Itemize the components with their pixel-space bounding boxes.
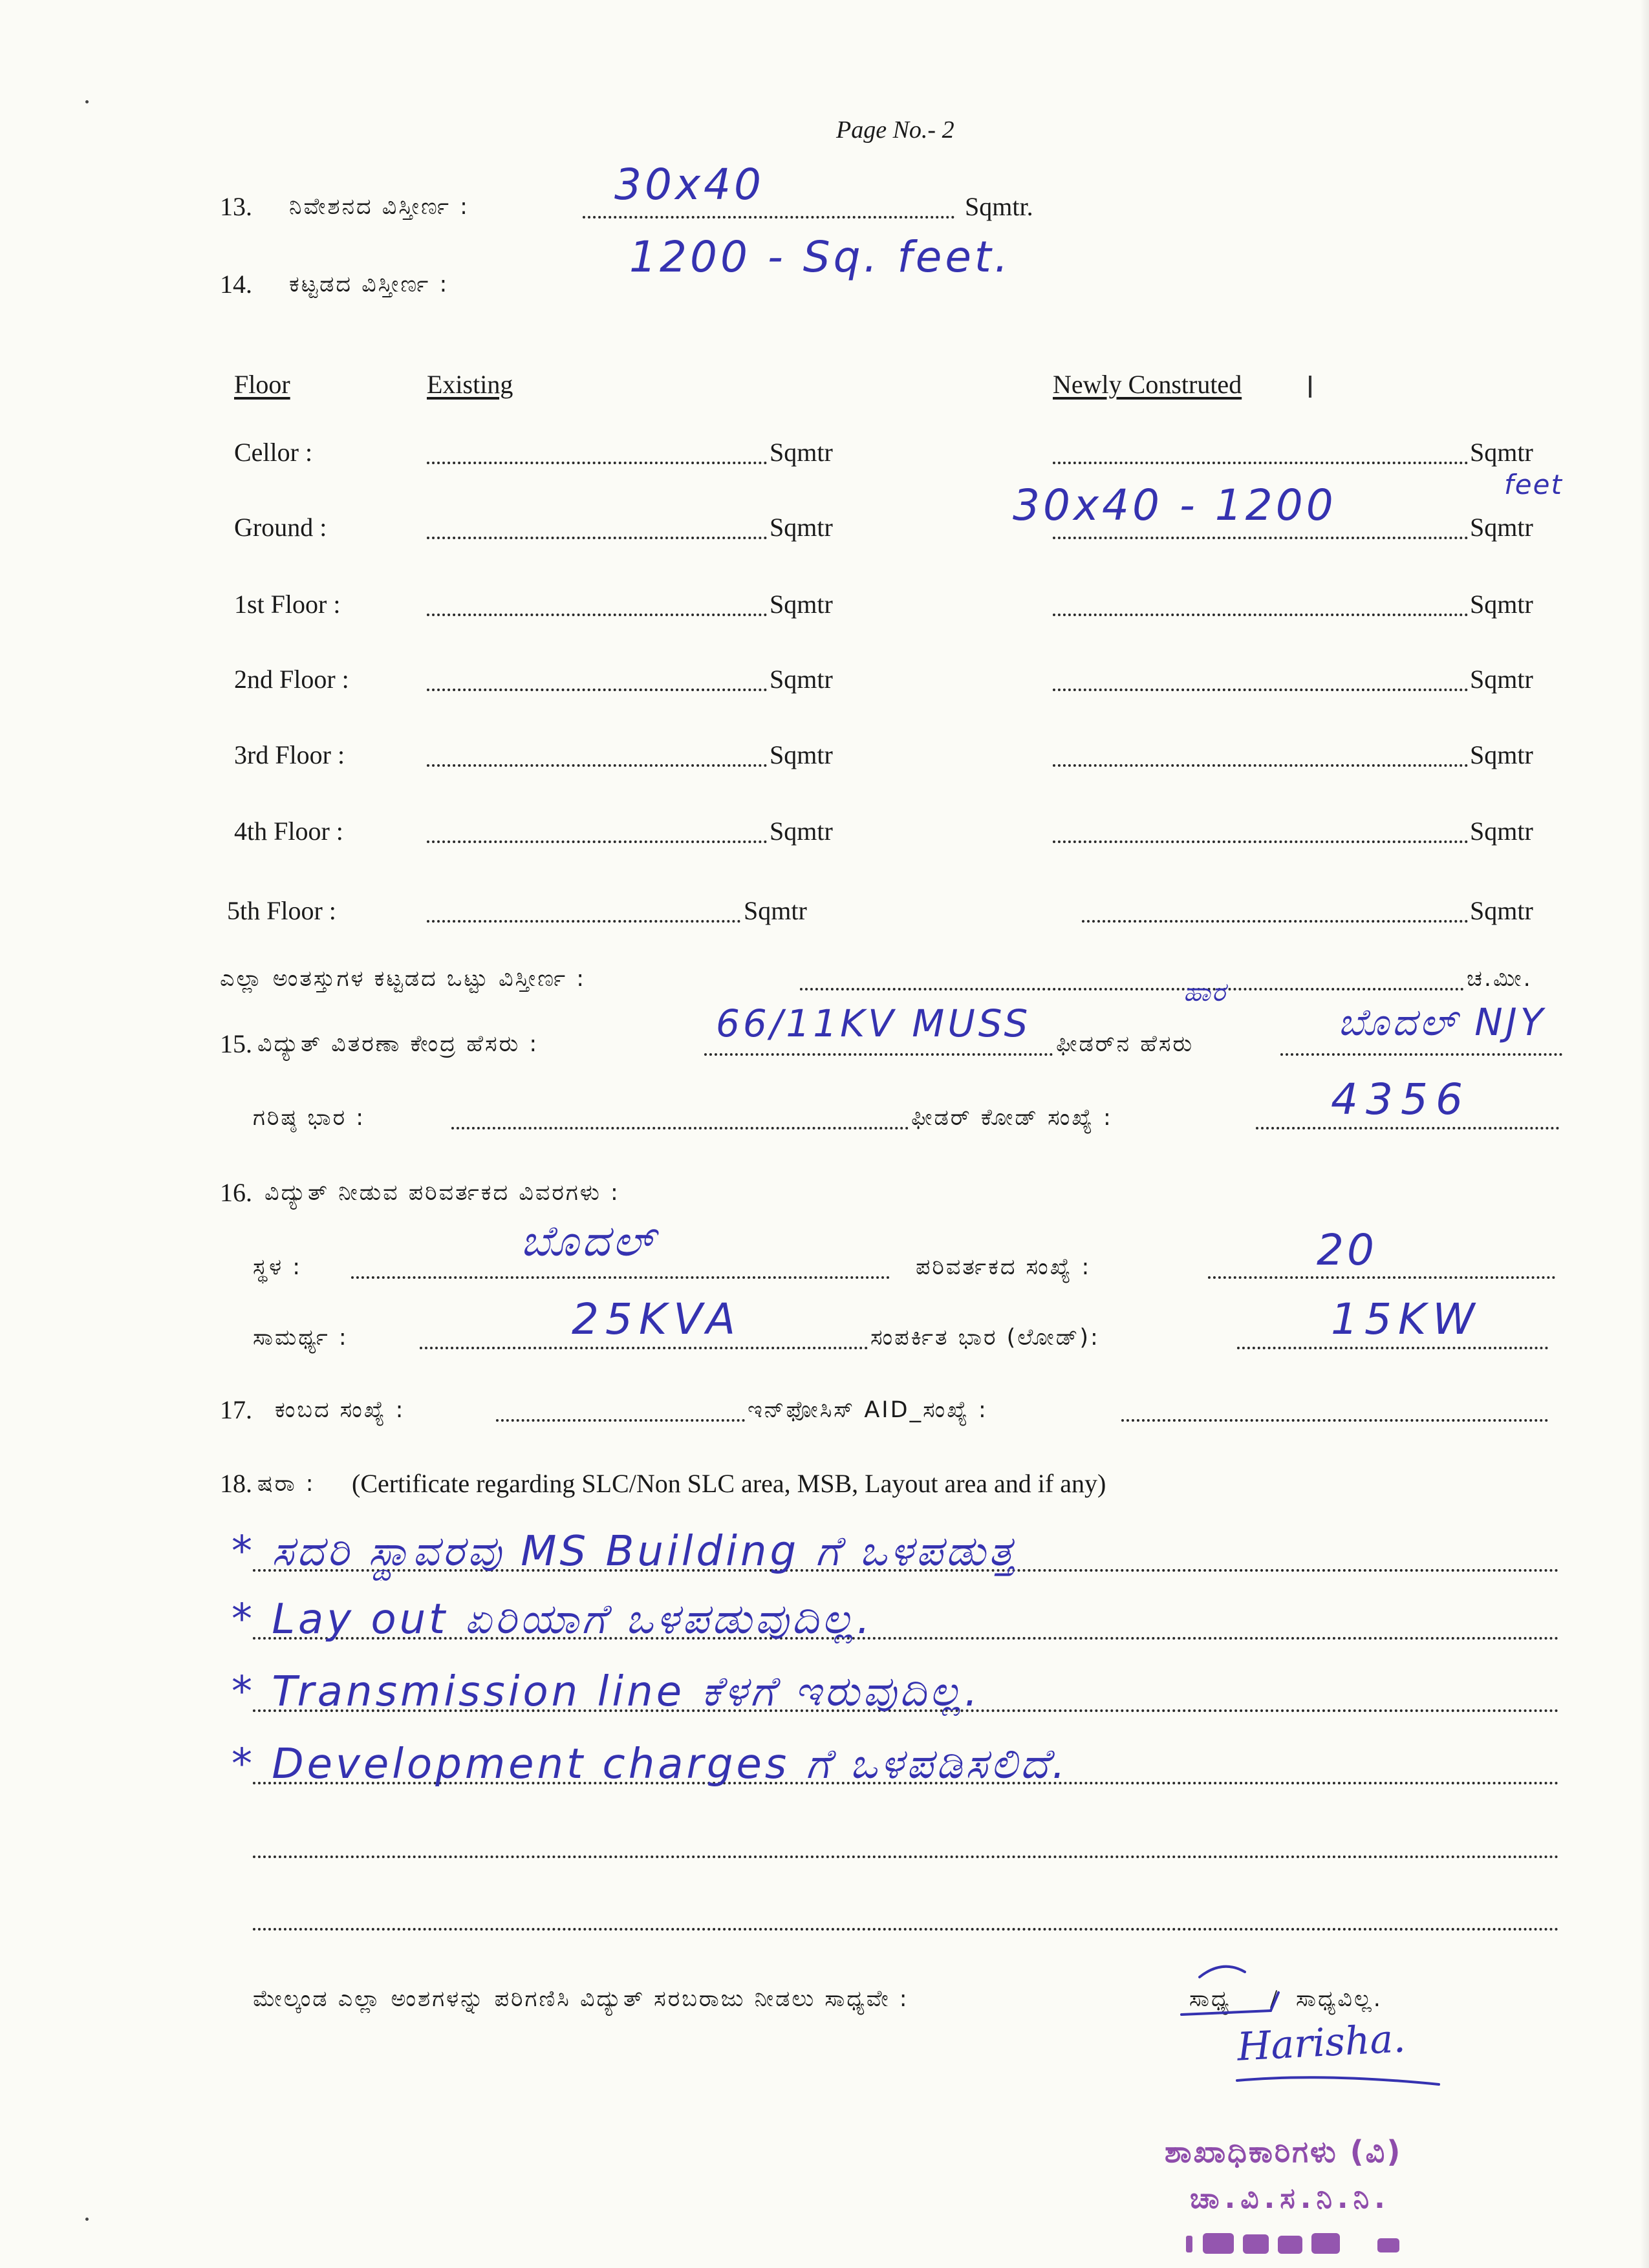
- existing-unit: Sqmtr: [770, 513, 833, 542]
- floor-row-4th: [0, 816, 1649, 847]
- margin-speck: [85, 2218, 89, 2221]
- transformer-no-value: 20: [1317, 1225, 1377, 1275]
- transformer-details-label: ವಿದ್ಯುತ್ ನೀಡುವ ಪರಿವರ್ತಕದ ವಿವರಗಳು :: [264, 1180, 620, 1206]
- item-number: 13.: [220, 192, 252, 221]
- remark-ms-building: * ಸದರಿ ಸ್ಥಾವರವು MS Building ಗೆ ಒಳಪಡುತ್ತ: [232, 1528, 1018, 1576]
- dotted-leader: [1280, 1053, 1562, 1056]
- newly-unit: Sqmtr: [1470, 817, 1533, 846]
- building-area-value: 1200 - Sq. feet.: [629, 232, 1011, 282]
- feeder-code-value: 4356: [1331, 1075, 1471, 1124]
- connected-load-label: ಸಂಪರ್ಕಿತ ಭಾರ (ಲೋಡ್):: [870, 1325, 1100, 1351]
- stamp-line-office: ಚಾ.ವಿ.ಸ.ನಿ.ನಿ.: [1190, 2182, 1390, 2215]
- dotted-leader: [427, 537, 767, 539]
- item-number: 14.: [220, 270, 252, 299]
- capacity-value: 25KVA: [572, 1294, 742, 1344]
- dotted-leader: [420, 1347, 868, 1349]
- dotted-leader: [1053, 462, 1468, 464]
- floor-row-2nd: [0, 664, 1649, 695]
- floor-row-cellar: [0, 437, 1649, 468]
- dotted-leader: [704, 1053, 1053, 1056]
- floor-label: 2nd Floor :: [234, 665, 349, 694]
- feeder-code-label: ಫೀಡರ್ ಕೋಡ್ ಸಂಖ್ಯೆ :: [911, 1105, 1113, 1131]
- floor-row-ground: [0, 469, 1649, 543]
- dotted-leader: [351, 1276, 890, 1279]
- dotted-leader: [496, 1419, 745, 1422]
- item-number: 18.: [220, 1469, 252, 1498]
- existing-unit: Sqmtr: [744, 896, 807, 925]
- item-14-building-area: [0, 232, 1649, 300]
- remark-transmission-line: * Transmission line ಕೆಳಗೆ ಇರುವುದಿಲ್ಲ.: [232, 1668, 981, 1716]
- option-not-feasible: ಸಾಧ್ಯವಿಲ್ಲ.: [1296, 1986, 1383, 2012]
- option-feasible: ಸಾಧ್ಯ: [1189, 1986, 1231, 2012]
- dotted-leader: [1082, 920, 1468, 923]
- location-transformer-no-row: [0, 1216, 1649, 1283]
- floor-row-5th: [0, 895, 1649, 926]
- location-value: ಬೊದಲ್: [521, 1216, 658, 1266]
- plot-area-label: ನಿವೇಶನದ ವಿಸ್ತೀರ್ಣ :: [289, 194, 469, 220]
- existing-unit: Sqmtr: [770, 438, 833, 467]
- existing-unit: Sqmtr: [770, 590, 833, 619]
- dotted-leader: [427, 462, 767, 464]
- newly-unit: Sqmtr: [1470, 513, 1533, 542]
- location-label: ಸ್ಥಳ :: [253, 1254, 303, 1280]
- signature-underline: [1232, 2066, 1452, 2092]
- feasibility-question: ಮೇಲ್ಕಂಡ ಎಲ್ಲಾ ಅಂಶಗಳನ್ನು ಪರಿಗಣಿಸಿ ವಿದ್ಯುತ್ ಸರಬರಾಜು ನೀಡಲು ಸಾಧ್ಯವೇ :: [253, 1986, 909, 2012]
- option-separator: /: [1270, 1984, 1278, 2013]
- item-16-transformer-heading: [0, 1177, 1649, 1208]
- feasible-pen-marks: [1174, 1952, 1290, 2030]
- existing-unit: Sqmtr: [770, 817, 833, 846]
- dotted-leader: [427, 689, 767, 691]
- total-area-row: [0, 963, 1649, 994]
- dotted-leader: [1053, 764, 1468, 767]
- scan-edge-shadow: [1640, 0, 1649, 2268]
- officer-signature: Harisha.: [1236, 2016, 1406, 2070]
- connected-load-value: 15KW: [1331, 1294, 1482, 1344]
- item-17-pole-infosys: [0, 1395, 1649, 1426]
- feeder-name-label: ಫೀಡರ್‌ನ ಹೆಸರು: [1056, 1031, 1194, 1057]
- floor-label: 1st Floor :: [234, 590, 341, 619]
- floor-label: Ground :: [234, 513, 327, 542]
- floor-label: 4th Floor :: [234, 817, 343, 846]
- dotted-leader: [1053, 689, 1468, 691]
- station-name-value: 66/11KV MUSS: [716, 1001, 1031, 1045]
- pole-number-label: ಕಂಬದ ಸಂಖ್ಯೆ :: [275, 1397, 405, 1423]
- dotted-leader: [427, 764, 767, 767]
- newly-unit: Sqmtr: [1470, 740, 1533, 769]
- page-number: Page No.- 2: [836, 116, 954, 144]
- floor-label: 3rd Floor :: [234, 740, 345, 769]
- dotted-leader: [800, 988, 1464, 990]
- stamp-line-designation: ಶಾಖಾಧಿಕಾರಿಗಳು (ವಿ): [1165, 2134, 1403, 2169]
- newly-unit: Sqmtr: [1470, 665, 1533, 694]
- capacity-label: ಸಾಮರ್ಥ್ಯ :: [253, 1325, 349, 1351]
- newly-unit: Sqmtr: [1470, 590, 1533, 619]
- pen-tick-mark: [1309, 376, 1311, 398]
- newly-unit: Sqmtr: [1470, 896, 1533, 925]
- item-number: 16.: [220, 1178, 252, 1207]
- dotted-leader: [427, 840, 767, 843]
- ground-newly-note: feet: [1504, 469, 1563, 500]
- dotted-leader: [1053, 614, 1468, 616]
- building-area-label: ಕಟ್ಟಡದ ವಿಸ್ತೀರ್ಣ :: [289, 272, 449, 297]
- capacity-connected-load-row: [0, 1294, 1649, 1353]
- floor-label: Cellor :: [234, 438, 313, 467]
- dotted-leader: [1053, 537, 1468, 539]
- floor-row-1st: [0, 589, 1649, 620]
- dotted-leader: [427, 614, 767, 616]
- floor-table-header: [0, 369, 1649, 400]
- dotted-leader: [583, 216, 954, 219]
- infosys-aid-label: ಇನ್‌ಫೋಸಿಸ್ AID_ಸಂಖ್ಯೆ :: [748, 1397, 988, 1423]
- remark-layout-area: * Lay out ಏರಿಯಾಗೆ ಒಳಪಡುವುದಿಲ್ಲ.: [232, 1596, 874, 1643]
- newly-constructed-header: Newly Construted: [1053, 370, 1242, 399]
- max-load-feeder-code-row: [0, 1075, 1649, 1133]
- plot-area-value: 30x40: [614, 160, 765, 209]
- transformer-no-label: ಪರಿವರ್ತಕದ ಸಂಖ್ಯೆ :: [916, 1254, 1092, 1280]
- station-name-label: ವಿದ್ಯುತ್ ವಿತರಣಾ ಕೇಂದ್ರ ಹೆಸರು :: [257, 1031, 539, 1057]
- max-load-label: ಗರಿಷ್ಠ ಭಾರ :: [253, 1105, 366, 1131]
- item-number: 15.: [220, 1029, 252, 1058]
- remarks-line: [253, 1928, 1559, 1931]
- dotted-leader: [427, 920, 740, 923]
- remarks-label: ಷರಾ :: [257, 1471, 316, 1497]
- plot-area-unit: Sqmtr.: [965, 192, 1033, 221]
- item-13-plot-area: [0, 160, 1649, 222]
- remarks-line: [253, 1856, 1559, 1858]
- newly-unit: Sqmtr: [1470, 438, 1533, 467]
- margin-speck: [85, 100, 89, 103]
- floor-header: Floor: [234, 370, 290, 399]
- dotted-leader: [1237, 1347, 1548, 1349]
- total-area-unit: ಚ.ಮೀ.: [1467, 966, 1533, 992]
- station-name-note: ಹಾರ: [1183, 978, 1227, 1007]
- existing-unit: Sqmtr: [770, 740, 833, 769]
- dotted-leader: [1053, 840, 1468, 843]
- dotted-leader: [1256, 1127, 1559, 1129]
- dotted-leader: [1121, 1419, 1548, 1422]
- floor-row-3rd: [0, 740, 1649, 771]
- ground-newly-value: 30x40 - 1200: [1013, 480, 1337, 530]
- floor-label: 5th Floor :: [227, 896, 336, 925]
- dotted-leader: [451, 1127, 909, 1129]
- total-area-label: ಎಲ್ಲಾ ಅಂತಸ್ತುಗಳ ಕಟ್ಟಡದ ಒಟ್ಟು ವಿಸ್ತೀರ್ಣ :: [220, 966, 587, 992]
- item-18-remarks-heading: [0, 1468, 1649, 1499]
- remark-development-charges: * Development charges ಗೆ ಒಳಪಡಿಸಲಿದೆ.: [232, 1740, 1069, 1788]
- supply-feasibility-row: [0, 1984, 1649, 2015]
- stamp-smudged-line: [1183, 2224, 1442, 2263]
- existing-unit: Sqmtr: [770, 665, 833, 694]
- remarks-instruction: (Certificate regarding SLC/Non SLC area, MSB, Layout area and if any): [352, 1469, 1106, 1498]
- existing-header: Existing: [427, 370, 513, 399]
- feeder-name-value: ಬೊದಲ್ NJY: [1338, 1000, 1547, 1044]
- item-number: 17.: [220, 1395, 252, 1424]
